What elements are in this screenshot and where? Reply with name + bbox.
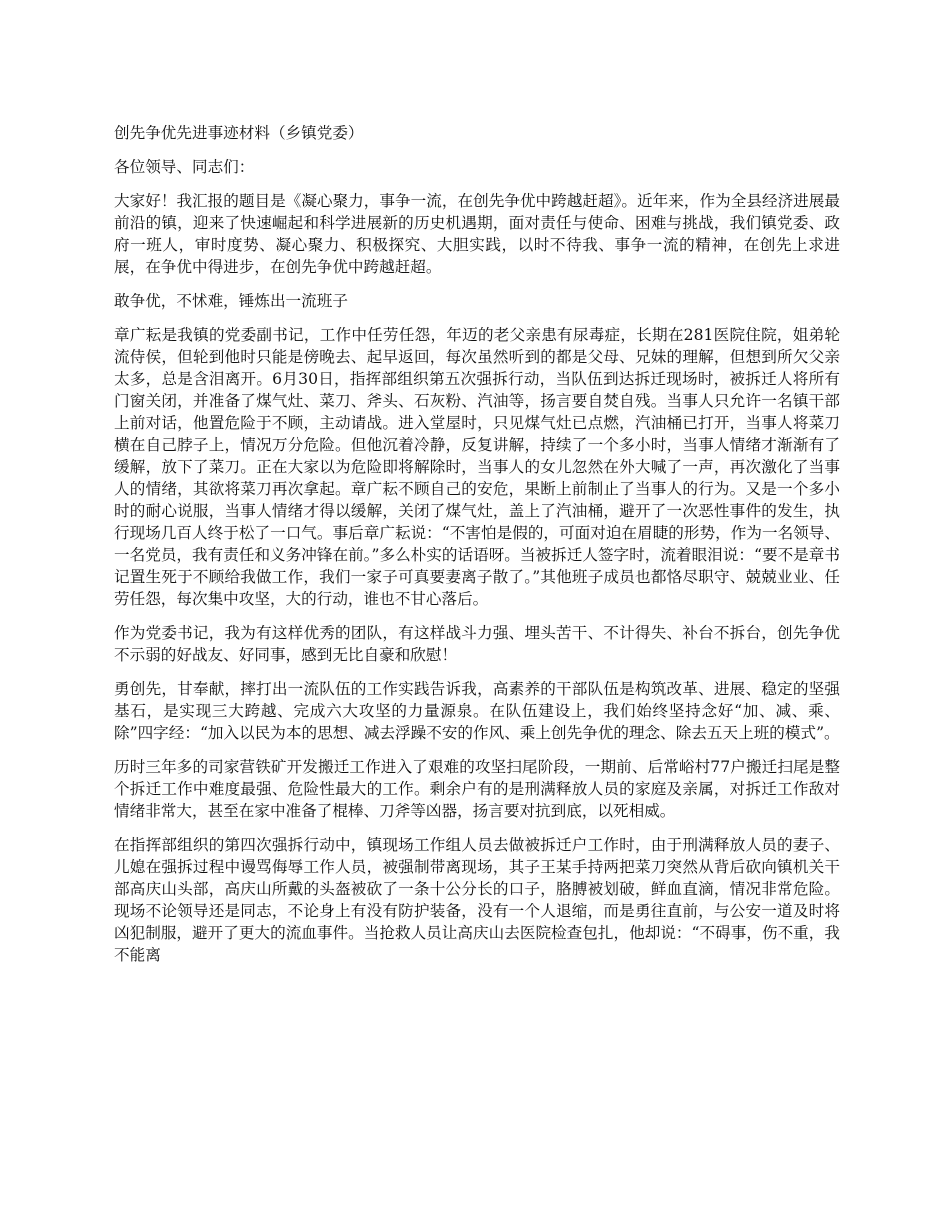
section-heading-team: 敢争优，不怵难，锤炼出一流班子 [114,292,348,310]
paragraph-fourth-action: 在指挥部组织的第四次强拆行动中，镇现场工作组人员去做被拆迁户工作时，由于刑满释放人员的妻子、儿媳在强拆过程中谩骂侮辱工作人员，被强制带离现场，其子王某手持两把菜刀突然从背后砍向镇机关干部高庆山头部，高庆山所戴的头盔被砍了一条十公分长的口子，胳膊被划破，鲜血直滴，情况非常危险。现场不论领导还是同志，不论身上有没有防护装备，没有一个人退缩，而是勇往直前，与公安一道及时将凶犯制服，避开了更大的流血事件。当抢救人员让高庆山去医院检查包扎，他却说：“不碍事，伤不重，我不能离 [114,836,840,964]
document-title: 创先争优先进事迹材料（乡镇党委） [114,124,364,142]
paragraph-secretary-pride: 作为党委书记，我为有这样优秀的团队，有这样战斗力强、埋头苦干、不计得失、补台不拆台，创先争优不示弱的好战友、好同事，感到无比自豪和欣慰！ [114,624,840,664]
paragraph-team-building: 勇创先，甘奉献，摔打出一流队伍的工作实践告诉我，高素养的干部队伍是构筑改革、进展、稳定的坚强基石，是实现三大跨越、完成六大攻坚的力量源泉。在队伍建设上，我们始终坚持念好“加、减、乘、除”四字经：“加入以民为本的思想、减去浮躁不安的作风、乘上创先争优的理念、除去五天上班的模式”。 [114,680,840,742]
paragraph-zhang-story: 章广耘是我镇的党委副书记，工作中任劳任怨，年迈的老父亲患有尿毒症，长期在281医院住院，姐弟轮流侍侯，但轮到他时只能是傍晚去、起早返回，每次虽然听到的都是父母、兄妹的理解，但想到所欠父亲太多，总是含泪离开。6月30日，指挥部组织第五次强拆行动，当队伍到达拆迁现场时，被拆迁人将所有门窗关闭，并准备了煤气灶、菜刀、斧头、石灰粉、汽油等，扬言要自焚自残。当事人只允许一名镇干部上前对话，他置危险于不顾，主动请战。进入堂屋时，只见煤气灶已点燃，汽油桶已打开，当事人将菜刀横在自己脖子上，情况万分危险。但他沉着冷静，反复讲解，持续了一个多小时，当事人情绪才渐渐有了缓解，放下了菜刀。正在大家以为危险即将解除时，当事人的女儿忽然在外大喊了一声，再次激化了当事人的情绪，其欲将菜刀再次拿起。章广耘不顾自己的安危，果断上前制止了当事人的行为。又是一个多小时的耐心说服，当事人情绪才得以缓解，关闭了煤气灶，盖上了汽油桶，避开了一次恶性事件的发生，执行现场几百人终于松了一口气。事后章广耘说：“不害怕是假的，可面对迫在眉睫的形势，作为一名领导、一名党员，我有责任和义务冲锋在前。”多么朴实的话语呀。当被拆迁人签字时，流着眼泪说：“要不是章书记置生死于不顾给我做工作，我们一家子可真要妻离子散了。”其他班子成员也都恪尽职守、兢兢业业、任劳任怨，每次集中攻坚，大的行动，谁也不甘心落后。 [114,326,840,608]
paragraph-relocation: 历时三年多的司家营铁矿开发搬迁工作进入了艰难的攻坚扫尾阶段，一期前、后常峪村77户搬迁扫尾是整个拆迁工作中难度最强、危险性最大的工作。剩余户有的是刑满释放人员的家庭及亲属，对拆迁工作敌对情绪非常大，甚至在家中准备了棍棒、刀斧等凶器，扬言要对抗到底，以死相威。 [114,758,840,820]
document-page [114,122,840,978]
salutation: 各位领导、同志们： [114,158,255,176]
paragraph-intro: 大家好！我汇报的题目是《凝心聚力，事争一流，在创先争优中跨越赶超》。近年来，作为全县经济进展最前沿的镇，迎来了快速崛起和科学进展新的历史机遇期，面对责任与使命、困难与挑战，我们镇党委、政府一班人，审时度势、凝心聚力、积极探究、大胆实践，以时不待我、事争一流的精神，在创先上求进展，在争优中得进步，在创先争优中跨越赶超。 [114,192,840,276]
